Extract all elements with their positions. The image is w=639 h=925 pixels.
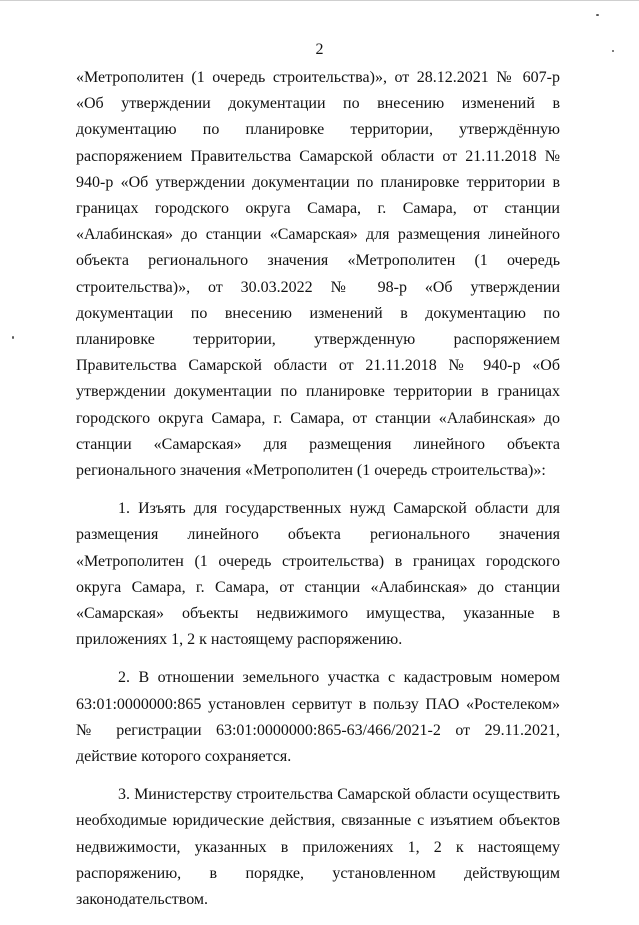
scan-speck <box>612 50 614 52</box>
scan-speck <box>596 14 599 16</box>
paragraph-item-2: 2. В отношении земельного участка с кадастровым номером 63:01:0000000:865 установлен сервитут в пользу ПАО «Ростелеком» № регистрации 63:01:0000000:865-63/466/2021-2 от 29.11.2021, действие которого сохраняется. <box>76 669 560 766</box>
page-number: 2 <box>315 41 324 58</box>
scan-speck <box>12 336 14 339</box>
scan-edge-line <box>0 0 639 1</box>
paragraph-item-1: 1. Изъять для государственных нужд Самарской области для размещения линейного объекта регионального значения «Метрополитен (1 очередь строительства) в границах городского округа Самара, г. Самара, от станции «Алабинская» до станции «Самарская» объекты недвижимого имущества, указанные в приложениях 1, 2 к настоящему распоряжению. <box>76 500 560 649</box>
paragraph-continuation: «Метрополитен (1 очередь строительства)», от 28.12.2021 № 607-р «Об утверждении документации по внесению изменений в документацию по планировке территории, утверждённую распоряжением Правительства Самарской области от 21.11.2018 № 940-р «Об утверждении документации по планировке территории в границах городского округа Самара, г. Самара, от станции «Алабинская» до станции «Самарская» для размещения линейного объекта регионального значения «Метрополитен (1 очередь строительства)», от 30.03.2022 № 98-р «Об утверждении документации по внесению изменений в документацию по планировке территории, утвержденную распоряжением Правительства Самарской области от 21.11.2018 № 940-р «Об утверждении документации по планировке территории в границах городского округа Самара, г. Самара, от станции «Алабинская» до станции «Самарская» для размещения линейного объекта регионального значения «Метрополитен (1 очередь строительства)»: <box>76 69 560 480</box>
document-body <box>76 65 560 925</box>
paragraph-item-3: 3. Министерству строительства Самарской области осуществить необходимые юридические действия, связанные с изъятием объектов недвижимости, указанных в приложениях 1, 2 к настоящему распоряжению, в порядке, установленном действующим законодательством. <box>76 786 560 909</box>
